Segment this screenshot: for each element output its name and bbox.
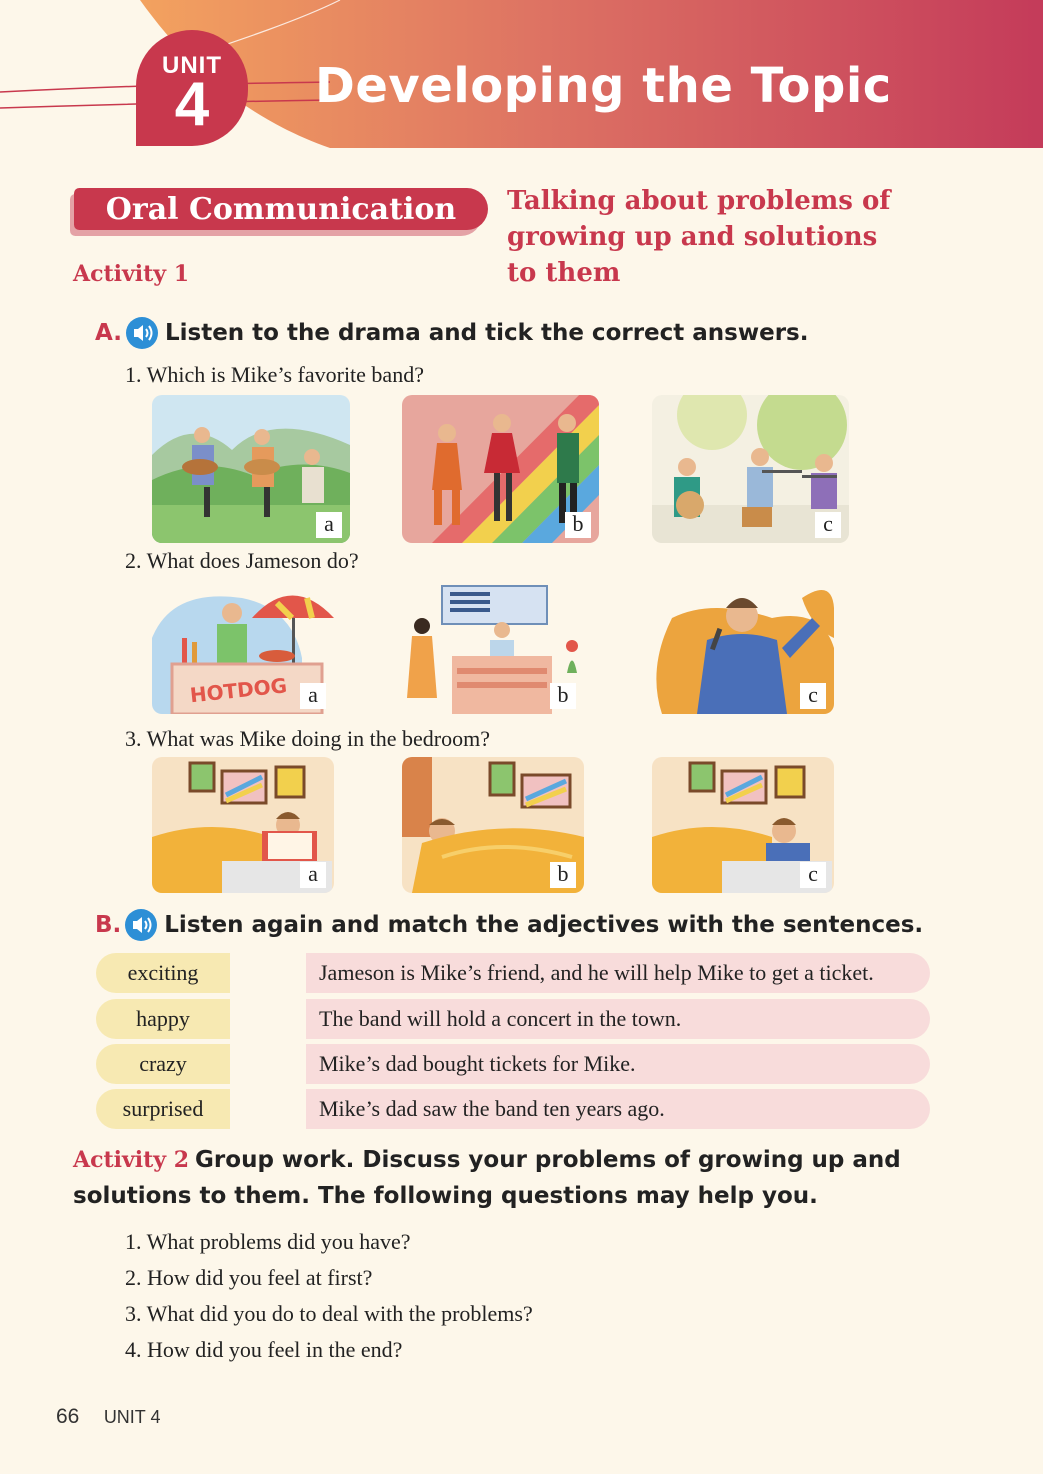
option-label: c xyxy=(800,862,826,888)
audio-speaker-icon[interactable] xyxy=(125,909,157,941)
sentence-item[interactable]: The band will hold a concert in the town. xyxy=(306,999,930,1039)
part-a-instruction xyxy=(95,317,809,349)
option-label: b xyxy=(565,512,591,538)
topic-line: to them xyxy=(507,258,621,288)
q1-option-c-picture[interactable] xyxy=(652,395,849,543)
option-label: b xyxy=(550,683,576,709)
unit-word: UNIT xyxy=(162,52,222,79)
topic-line: Talking about problems of xyxy=(507,186,891,216)
option-label: a xyxy=(316,512,342,538)
option-label: c xyxy=(800,683,826,709)
section-tab-label: Oral Communication xyxy=(74,188,488,230)
q3-option-a-picture[interactable] xyxy=(152,757,334,893)
adjective-item[interactable]: exciting xyxy=(96,953,230,993)
activity-2-instruction xyxy=(73,1142,973,1214)
footer-unit-label: UNIT 4 xyxy=(103,1407,161,1427)
discussion-question: 3. What did you do to deal with the problems? xyxy=(125,1301,533,1326)
discussion-question: 2. How did you feel at first? xyxy=(125,1265,373,1290)
activity-2-label: Activity 2 xyxy=(73,1147,190,1173)
part-b-text: Listen again and match the adjectives with the sentences. xyxy=(164,912,924,938)
option-label: c xyxy=(815,512,841,538)
topic-line: growing up and solutions xyxy=(507,222,878,252)
part-b-instruction xyxy=(95,909,923,941)
q2-option-a-picture[interactable] xyxy=(152,578,334,714)
q1-option-a-picture[interactable] xyxy=(152,395,350,543)
option-label: b xyxy=(550,862,576,888)
option-label: a xyxy=(300,683,326,709)
page-title: Developing the Topic xyxy=(315,58,892,114)
page-number: 66 xyxy=(56,1405,80,1428)
discussion-question: 1. What problems did you have? xyxy=(125,1229,411,1254)
page-footer xyxy=(56,1405,161,1429)
q2-option-b-picture[interactable] xyxy=(402,578,584,714)
part-a-letter: A. xyxy=(95,320,122,346)
q1-option-b-picture[interactable] xyxy=(402,395,599,543)
q3-option-c-picture[interactable] xyxy=(652,757,834,893)
adjective-item[interactable]: crazy xyxy=(96,1044,230,1084)
q2-option-c-picture[interactable] xyxy=(652,578,834,714)
audio-speaker-icon[interactable] xyxy=(126,317,158,349)
hotdog-sign-text: HOTDOG xyxy=(188,673,289,708)
sentence-item[interactable]: Jameson is Mike’s friend, and he will help Mike to get a ticket. xyxy=(306,953,930,993)
unit-badge xyxy=(136,30,248,146)
section-topic xyxy=(507,183,947,291)
part-a-text: Listen to the drama and tick the correct answers. xyxy=(164,320,809,346)
option-label: a xyxy=(300,862,326,888)
activity-1-label: Activity 1 xyxy=(73,261,190,287)
adjective-item[interactable]: happy xyxy=(96,999,230,1039)
discussion-question: 4. How did you feel in the end? xyxy=(125,1337,403,1362)
sentence-item[interactable]: Mike’s dad bought tickets for Mike. xyxy=(306,1044,930,1084)
question-1: 1. Which is Mike’s favorite band? xyxy=(125,362,424,387)
q3-option-b-picture[interactable] xyxy=(402,757,584,893)
adjective-item[interactable]: surprised xyxy=(96,1089,230,1129)
question-3: 3. What was Mike doing in the bedroom? xyxy=(125,726,490,751)
part-b-letter: B. xyxy=(95,912,122,938)
question-2: 2. What does Jameson do? xyxy=(125,548,359,573)
section-tab xyxy=(70,188,488,236)
sentence-item[interactable]: Mike’s dad saw the band ten years ago. xyxy=(306,1089,930,1129)
activity-2-text: Group work. Discuss your problems of growing up and solutions to them. The following questions may help you. xyxy=(73,1147,901,1209)
unit-number: 4 xyxy=(174,70,210,139)
